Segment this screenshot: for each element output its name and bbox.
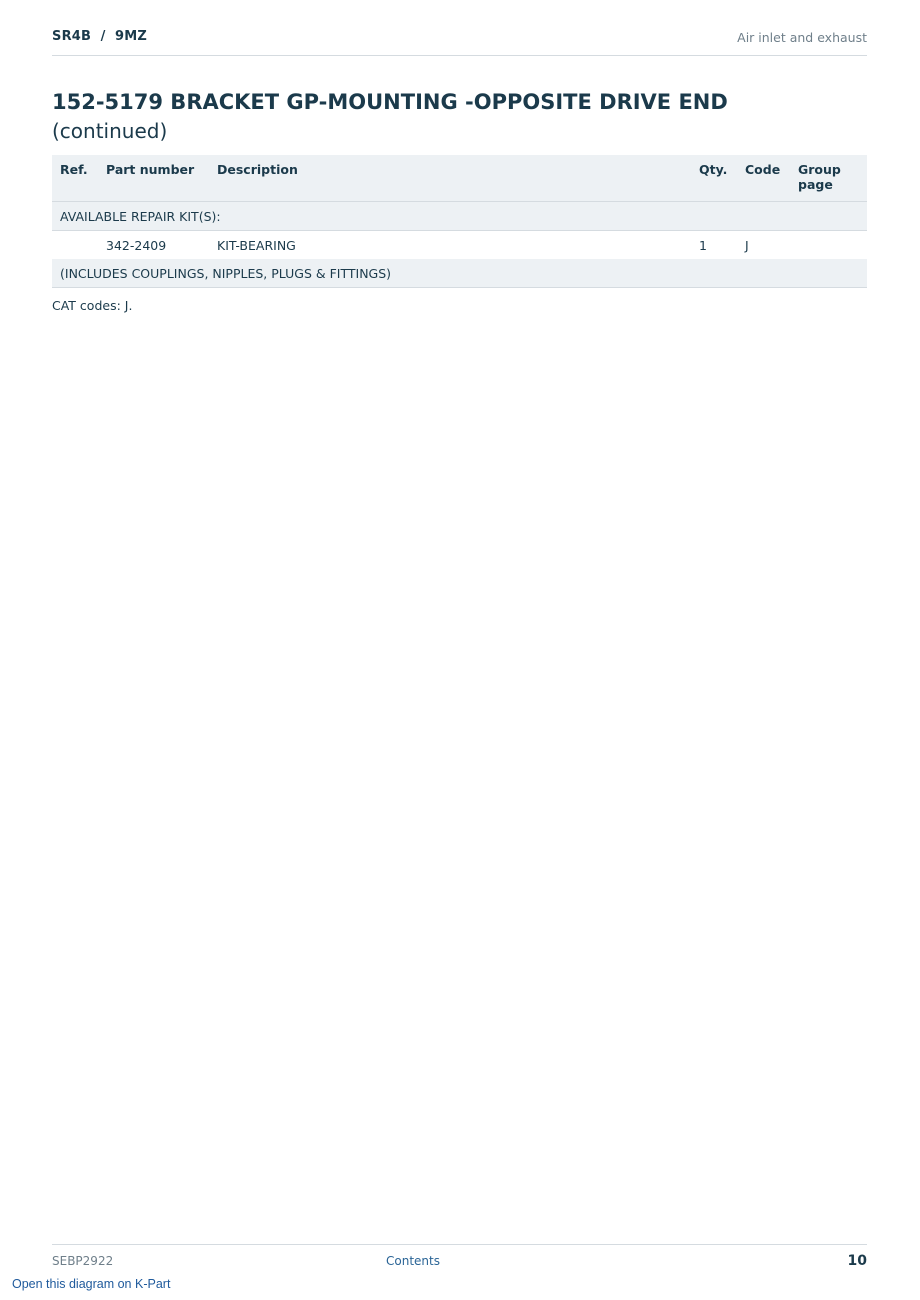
column-header-group-page-line1: Group [798, 162, 841, 177]
table-row [52, 231, 867, 260]
page-header [52, 29, 867, 56]
cell-code: J [745, 237, 749, 253]
cell-qty: 1 [699, 237, 707, 253]
kit-note-row [52, 259, 867, 288]
cell-part-number: 342-2409 [106, 237, 167, 253]
kit-note: (INCLUDES COUPLINGS, NIPPLES, PLUGS & FITTINGS) [52, 259, 867, 288]
column-header-part-number: Part number [98, 155, 209, 202]
cell-group-page [790, 231, 867, 260]
cell-ref [52, 231, 98, 260]
column-header-group-page-line2: page [798, 177, 833, 192]
column-header-qty: Qty. [691, 155, 737, 202]
page-footer [52, 1244, 867, 1275]
column-header-ref: Ref. [52, 155, 98, 202]
cell-description: KIT-BEARING [217, 237, 296, 253]
kits-heading: AVAILABLE REPAIR KIT(S): [52, 202, 867, 231]
table-header-row [52, 155, 867, 202]
page-title: 152-5179 BRACKET GP-MOUNTING -OPPOSITE DRIVE END [52, 90, 728, 114]
page-subtitle: (continued) [52, 119, 168, 143]
cat-codes: CAT codes: J. [52, 298, 133, 313]
column-header-code: Code [737, 155, 790, 202]
column-header-group-page [790, 155, 867, 202]
open-kpart-link[interactable]: Open this diagram on K-Part [12, 1277, 171, 1291]
section-label: Air inlet and exhaust [737, 30, 867, 45]
page [52, 0, 867, 1300]
page-number: 10 [847, 1253, 867, 1269]
model-label: SR4B / 9MZ [52, 29, 147, 44]
kits-heading-row [52, 202, 867, 231]
document-code: SEBP2922 [52, 1254, 114, 1268]
column-header-description: Description [209, 155, 691, 202]
parts-table [52, 155, 867, 288]
contents-link[interactable]: Contents [386, 1254, 440, 1268]
